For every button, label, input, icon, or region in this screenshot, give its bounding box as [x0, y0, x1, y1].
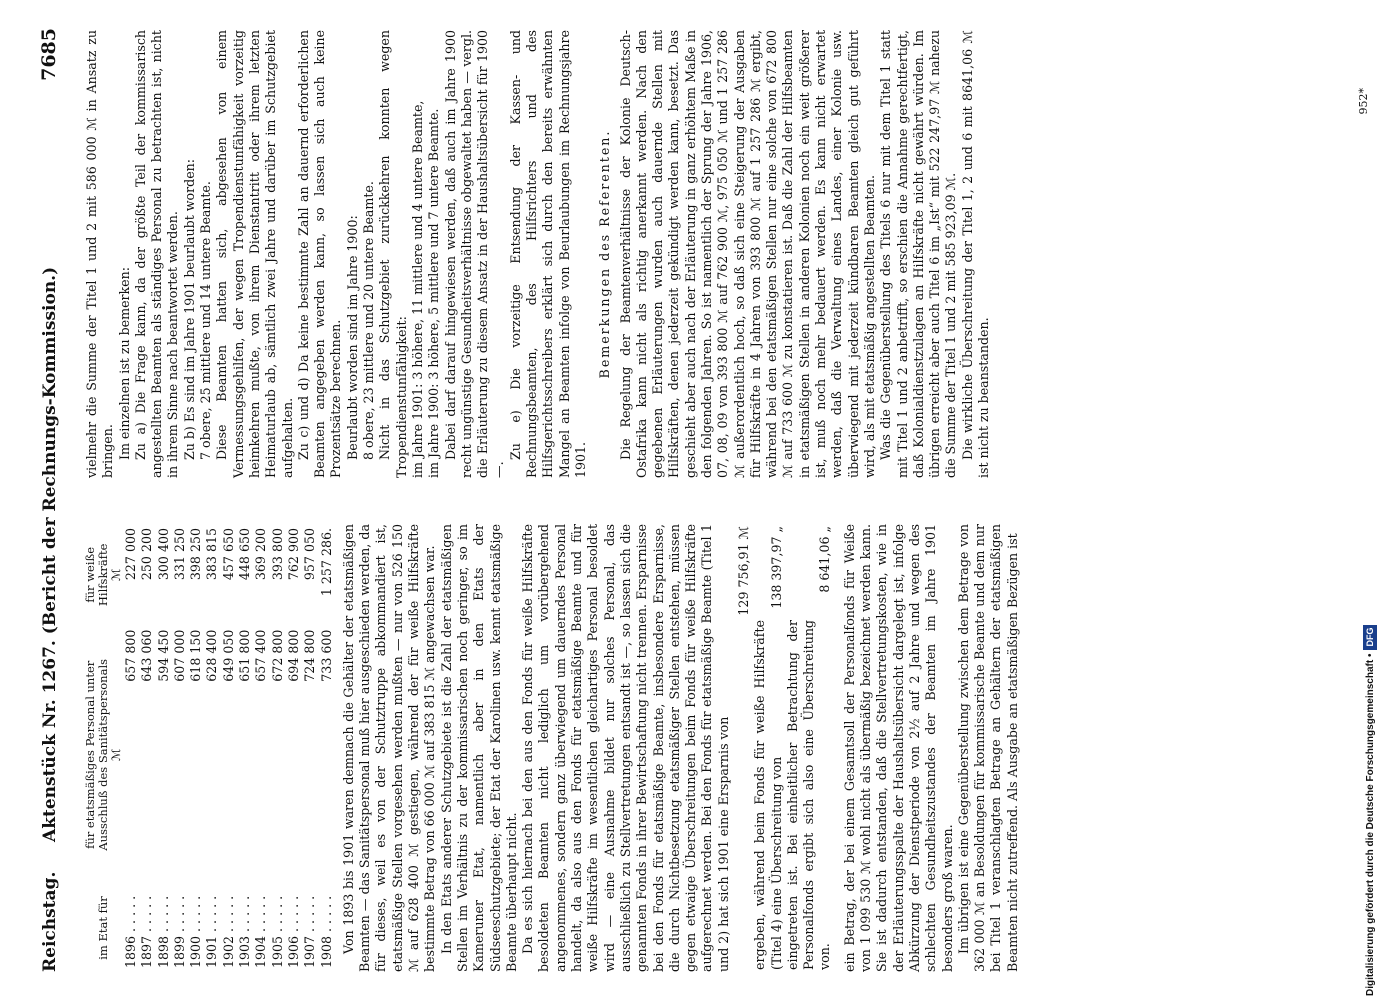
paragraph: Beurlaubt worden sind im Jahre 1900: — [344, 215, 360, 460]
cell-year: 1907 . . . . . — [302, 895, 318, 968]
paragraph: Die Regelung der Beamtenverhältnisse der Kolonie Deutsch-Ostafrika kann nicht als richtig anerkannt werden. Nach den gegebenen Erläuterungen wurden auch dauernde Stellen mit Hilfskräften, denen jederzeit gekündigt werden kann, besetzt. Das geschieht aber auch nach der Erläuterung in ganz erhöhtem Maße in den folgenden Jahren. So ist namentlich der Sprung der Jahre 1906, 07, 08, 09 von 393 800 ℳ auf 762 900 ℳ, 975 050 ℳ und 1 257 286 ℳ außerordentlich hoch, so daß sich eine Steigerung der Ausgaben für Hilfskräfte in 4 Jahren von 393 800 ℳ auf 1 257 286 ℳ ergibt, während bei den etatsmäßigen Stellen nur eine solche von 672 800 ℳ auf 733 600 ℳ zu konstatieren ist. Daß die Zahl der Hilfsbeamten in etatsmäßigen Stellen in anderen Kolonien noch ein weit größerer ist, muß noch mehr bedauert werden. Es kann nicht erwartet werden, daß die Verwaltung eines Landes, einer Kolonie usw. überwiegend mit jederzeit kündbaren Beamten gleich gut geführt wird, als mit etatsmäßig angestellten Beamten. — [617, 30, 877, 478]
header-center: Aktenstück Nr. 1267. (Bericht der Rechnungs-Kommission.) — [40, 266, 60, 842]
cell-year: 1904 . . . . . — [253, 895, 269, 968]
table-row — [123, 524, 139, 972]
col-san-header: für etatsmäßiges Personal unter Ausschluß des Sanitätspersonals — [83, 658, 110, 851]
digitization-note — [1360, 6, 1382, 996]
paragraph: Im einzelnen ist zu bemerken: — [116, 267, 132, 460]
paragraph: im Jahre 1901: 3 höhere, 11 mittlere und 4 untere Beamte, — [409, 100, 425, 478]
left-column — [84, 524, 1021, 972]
paragraph: Nicht in das Schutzgebiet zurückkehren konnten wegen Tropendienstunfähigkeit: — [377, 30, 409, 478]
paragraph: Zu b) Es sind im Jahre 1901 beurlaubt worden: — [181, 158, 197, 460]
cell-white: 331 250 — [171, 528, 187, 581]
paragraph: Die wirkliche Überschreitung der Titel 1, 2 und 6 mit 8641,06 ℳ ist nicht zu beanstanden. — [959, 30, 992, 478]
digitization-text: Digitalisierung gefördert durch die Deutsche Forschungsgemeinschaft • — [1365, 653, 1376, 996]
cell-san: 651 800 — [237, 629, 253, 682]
cell-san: 594 450 — [155, 629, 171, 682]
cell-year: 1901 . . . . . — [204, 895, 220, 968]
salary-table — [84, 524, 335, 972]
cell-white: 227 000 — [123, 528, 138, 581]
cell-white: 300 400 — [155, 528, 171, 581]
cell-year: 1905 . . . . . — [269, 895, 285, 968]
paragraph: ein Betrag, der bei einem Gesamtsoll der Personalfonds für Weiße von 1 099 530 ℳ wohl nicht als übermäßig bezeichnet werden kann. Sie ist dadurch entstanden, daß die Stellvertretungskosten, wie in der Erläuterungsspalte der Haushaltsübersicht dargelegt ist, infolge Abkürzung der Dienstperiode von 2½ auf 2 Jahre und wegen des schlechten Gesundheitszustandes der Beamten im Jahre 1901 besonders groß waren. — [841, 524, 955, 972]
calc-value: 138 397,97 „ — [768, 526, 784, 609]
cell-white: 369 200 — [253, 528, 269, 581]
cell-san: 657 800 — [123, 629, 138, 682]
cell-white: 383 815 — [204, 528, 220, 581]
cell-san: 724 800 — [302, 629, 318, 682]
paragraph: Zu c) und d) Da keine bestimmte Zahl an dauernd erforderlichen Beamten angegeben werden kann, so lassen sich auch keine Prozentsätze berechnen. — [295, 30, 344, 478]
cell-san: 694 800 — [285, 629, 301, 682]
cell-year: 1906 . . . . . — [285, 895, 301, 968]
cell-white: 250 200 — [139, 528, 155, 581]
table-row — [270, 524, 286, 972]
calc-value: 8 641,06 „ — [817, 526, 833, 593]
paragraph: vielmehr die Summe der Titel 1 und 2 mit 586 000 ℳ in Ansatz zu bringen. — [84, 30, 116, 478]
calc-label: ergeben, während beim Fonds für weiße Hilfskräfte (Titel 4) eine Überschreitung von — [752, 620, 784, 970]
table-row — [172, 524, 188, 972]
paragraph: 8 obere, 23 mittlere und 20 untere Beamte. — [361, 181, 377, 460]
unit-label: ℳ — [109, 748, 123, 761]
calc-value: 129 756,91 ℳ — [735, 526, 751, 616]
table-row — [253, 524, 269, 972]
cell-year: 1897 . . . . . — [139, 895, 155, 968]
table-row — [237, 524, 253, 972]
table-row — [286, 524, 302, 972]
running-header — [32, 28, 72, 972]
cell-white: 448 650 — [237, 528, 253, 581]
cell-white: 398 250 — [188, 528, 204, 581]
dfg-logo: DFG — [1363, 625, 1377, 650]
cell-san: 649 050 — [220, 629, 236, 682]
cell-san: 672 800 — [269, 629, 285, 682]
cell-san: 618 150 — [188, 629, 204, 682]
page-number: 7685 — [38, 28, 60, 81]
col-white-header: für weiße Hilfskräfte — [83, 543, 110, 607]
paragraph: im Jahre 1900: 3 höhere, 5 mittlere und 7 untere Beamte. — [426, 108, 442, 478]
paragraph: Von 1893 bis 1901 waren demnach die Gehälter der etatsmäßigen Beamten — das Sanitätspersonal muß hier ausgeschieden werden, da für dieses, weil es von der Schutztruppe abkommandiert ist, etatsmäßige Stellen vorgesehen werden mußten — nur von 526 150 ℳ auf 628 400 ℳ gestiegen, während der für weiße Hilfskräfte bestimmte Betrag von 66 000 ℳ auf 383 815 ℳ angewachsen war. — [340, 524, 438, 972]
cell-san: 643 060 — [139, 629, 155, 682]
sheet-number: 952* — [1357, 88, 1370, 115]
cell-san: 733 600 — [318, 629, 334, 682]
calculation — [736, 524, 834, 972]
table-row — [319, 524, 335, 972]
header-left: Reichstag. — [40, 871, 60, 972]
paragraph: Dabei darf darauf hingewiesen werden, daß auch im Jahre 1900 recht ungünstige Gesundheitsverhältnisse obgewaltet haben — vergl. die Erläuterung zu diesem Ansatz in der Haushaltsübersicht für 1900 —. — [442, 30, 507, 478]
paragraph: Diese Beamten hatten sich, abgesehen von einem Vermessungsgehilfen, der wegen Tropendienstunfähigkeit vorzeitig heimkehren mußte, von ihrem Dienstantritt oder ihrem letzten Heimaturlaub ab, sämtlich zwei Jahre und darüber im Schutzgebiet aufgehalten. — [214, 30, 295, 478]
cell-san: 607 000 — [171, 629, 187, 682]
cell-white: 393 800 — [269, 528, 285, 581]
cell-year: 1900 . . . . . — [188, 895, 204, 968]
table-row — [188, 524, 204, 972]
paragraph: Was die Gegenüberstellung des Titels 6 nur mit dem Titel 1 statt mit Titel 1 und 2 anbetrifft, so erschien die Annahme gerechtfertigt, daß Kolonialdienstzulagen an Hilfskräfte nicht gewährt würden. Im übrigen erreicht aber auch Titel 6 im „Ist“ mit 522 247,97 ℳ nahezu die Summe der Titel 1 und 2 mit 585 923,09 ℳ. — [878, 30, 959, 478]
col-year-header: im Etat für — [96, 896, 110, 960]
paragraph: In den Etats anderer Schutzgebiete ist die Zahl der etatsmäßigen Stellen im Verhältnis zu der kommissarischen noch geringer, so im Kameruner Etat, namentlich aber in den Etats der Südseeschutzgebiete; der Etat der Karolinen usw. kennt etatsmäßige Beamte überhaupt nicht. — [438, 524, 519, 972]
cell-white: 457 650 — [220, 528, 236, 581]
cell-year: 1896 . . . . . — [123, 895, 138, 968]
cell-year: 1899 . . . . . — [171, 895, 187, 968]
unit-label: ℳ — [109, 568, 123, 581]
calc-label: eingetreten ist. Bei einheitlicher Betrachtung der Personalfonds ergibt sich also eine Überschreitung von. — [784, 620, 833, 970]
table-row — [302, 524, 318, 972]
table-row — [156, 524, 172, 972]
table-row — [204, 524, 220, 972]
table-row — [139, 524, 155, 972]
paragraph: Im übrigen ist eine Gegenüberstellung zwischen dem Betrage von 362 000 ℳ an Besoldungen für kommissarische Beamte und dem nur bei Titel 1 veranschlagten Betrage an Gehältern der etatsmäßigen Beamten nicht zutreffend. Als Ausgabe an etatsmäßigen Bezügen ist — [955, 524, 1020, 972]
table-row — [221, 524, 237, 972]
cell-year: 1902 . . . . . — [220, 895, 236, 968]
right-column — [84, 30, 992, 478]
cell-white: 957 050 — [302, 528, 318, 581]
cell-year: 1898 . . . . . — [155, 895, 171, 968]
cell-san: 628 400 — [204, 629, 220, 682]
paragraph: Zu e) Die vorzeitige Entsendung der Kassen- und Rechnungsbeamten, des Hilfsrichters und des Hilfsgerichtsschreibers erklärt sich durch den bereits erwähnten Mangel an Beamten infolge von Beurlaubungen im Rechnungsjahre 1901. — [507, 30, 588, 478]
paragraph: 7 obere, 25 mittlere und 14 untere Beamte. — [198, 181, 214, 460]
paragraph: Zu a) Die Frage kann, da der größte Teil der kommissarisch angestellten Beamten als ständiges Personal zu betrachten ist, nicht in ihrem Sinne nach beantwortet werden. — [132, 30, 181, 478]
cell-year: 1908 . . . . . — [318, 895, 334, 968]
cell-year: 1903 . . . . . — [237, 895, 253, 968]
cell-white: 762 900 — [285, 528, 301, 581]
paragraph: Da es sich hiernach bei den aus den Fonds für weiße Hilfskräfte besoldeten Beamten nicht lediglich um vorübergehend angenommenes, sondern ganz überwiegend um dauerndes Personal handelt, da also aus den Fonds für etatsmäßige Beamte und für weiße Hilfskräfte im wesentlichen gleichartiges Personal besoldet wird — eine Ausnahme bildet nur solches Personal, das ausschließlich zu Stellvertretungen entsandt ist —, so lassen sich die genannten Fonds in ihrer Bewirtschaftung nicht trennen. Ersparnisse bei den Fonds für etatsmäßige Beamte, insbesondere Ersparnisse, die durch Nichtbesetzung etatsmäßiger Stellen entstehen, müssen gegen etwaige Überschreitungen beim Fonds für weiße Hilfskräfte aufgerechnet werden. Bei den Fonds für etatsmäßige Beamte (Titel 1 und 2) hat sich 1901 eine Ersparnis von — [520, 524, 731, 972]
cell-san: 657 400 — [253, 629, 269, 682]
section-heading: Bemerkungen des Referenten. — [597, 129, 613, 379]
cell-white: 1 257 286. — [318, 528, 334, 597]
